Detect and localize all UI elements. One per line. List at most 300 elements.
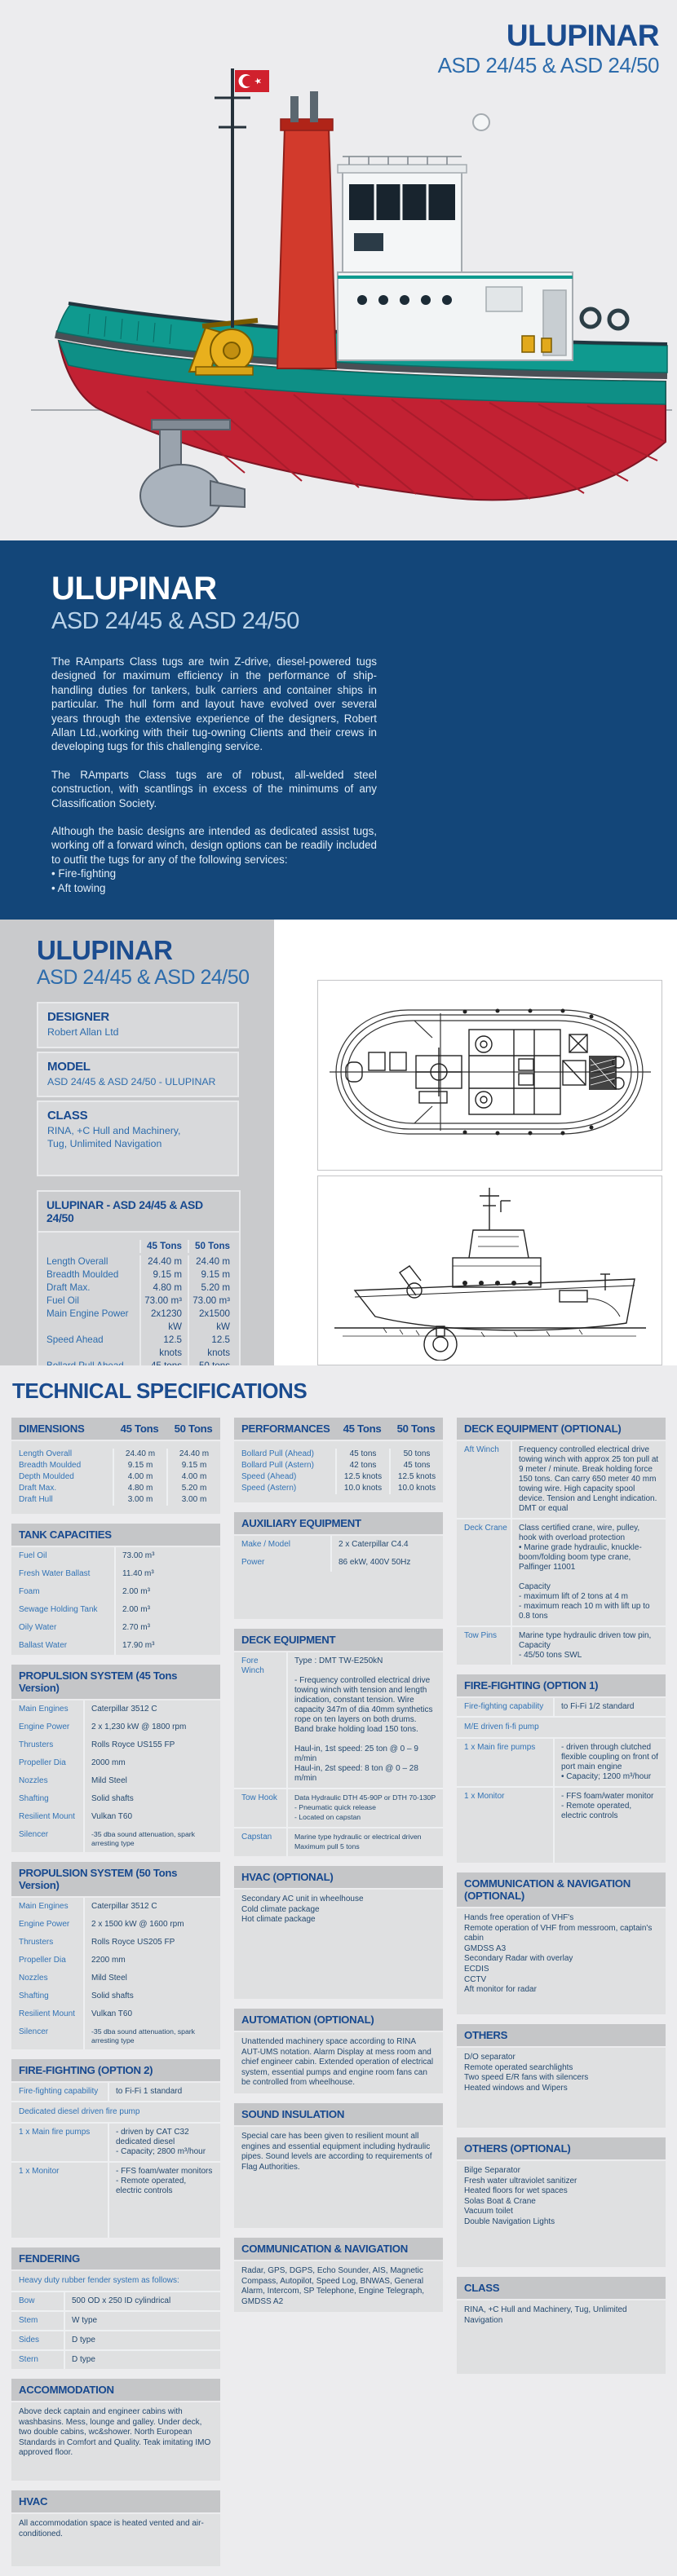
funnel — [277, 91, 336, 368]
column-header-50: 50 Tons — [174, 1423, 213, 1435]
spec-value-line — [294, 1666, 436, 1676]
summary-row — [38, 1308, 239, 1334]
info-label: MODEL — [47, 1059, 91, 1074]
spec-value-45: 42 tons — [335, 1460, 389, 1471]
spec-value-line: 2 x 1,230 kW @ 1800 rpm — [91, 1722, 187, 1731]
spec-label: Engine Power — [19, 1722, 70, 1731]
spec-text-line: ECDIS — [464, 1964, 489, 1974]
spec-label: Silencer — [19, 1830, 49, 1839]
service-bullet: • Aft towing — [51, 881, 106, 894]
spec-value-line: Solid shafts — [91, 1794, 134, 1803]
spec-value — [553, 1698, 666, 1716]
technical-specifications-section — [0, 1365, 677, 2539]
capstan — [522, 336, 534, 352]
spec-row — [457, 1786, 666, 1863]
spec-section-deck-equipment — [234, 1629, 443, 1856]
spec-section-propulsion-45 — [11, 1665, 220, 1852]
spec-value-45: 24.40 m — [113, 1449, 166, 1460]
foremast — [215, 68, 250, 328]
spec-value-line: Mild Steel — [91, 1776, 127, 1785]
summary-value-45: 12.5 knots — [139, 1334, 188, 1360]
spec-row — [11, 1483, 220, 1494]
spec-section-header: SOUND INSULATION — [234, 2103, 443, 2125]
spec-section-header: PROPULSION SYSTEM (50 Tons Version) — [11, 1862, 220, 1896]
spec-section-body — [234, 1441, 443, 1502]
summary-value-45: 4.80 m — [139, 1281, 188, 1295]
spec-value-45: 9.15 m — [113, 1460, 166, 1471]
spec-label: Power — [241, 1558, 265, 1567]
spec-section-fire-fighting-option-1 — [457, 1674, 666, 1863]
spec-value-45: 4.00 m — [113, 1471, 166, 1483]
summary-col-header: 50 Tons — [188, 1240, 236, 1253]
summary-label: Main Engine Power — [46, 1308, 129, 1319]
overview-panel — [0, 920, 274, 1365]
deckhouse — [338, 272, 573, 360]
spec-section-body — [457, 1698, 666, 1863]
spec-row — [11, 1736, 220, 1754]
spec-text-line: Secondary AC unit in wheelhouse — [241, 1895, 364, 1903]
spec-value — [83, 1736, 220, 1754]
tugboat-illustration — [0, 49, 677, 540]
spec-section-header: HVAC (OPTIONAL) — [234, 1866, 443, 1888]
summary-table-title: ULUPINAR - ASD 24/45 & ASD 24/50 — [38, 1192, 239, 1233]
spec-text-line: Vacuum toilet — [464, 2207, 513, 2217]
spec-section-body — [11, 1441, 220, 1514]
spec-section-header: FENDERING — [11, 2247, 220, 2269]
spec-value-line: - driven by CAT C32 dedicated diesel — [116, 2128, 189, 2146]
spec-value-50: 10.0 knots — [389, 1483, 443, 1494]
spec-label: Speed (Ahead) — [241, 1472, 297, 1481]
spec-row — [11, 1494, 220, 1506]
info-value: Robert Allan Ltd — [47, 1026, 119, 1038]
spec-column-left — [11, 1418, 220, 2576]
summary-header-row — [38, 1240, 239, 1253]
spec-value-line: - Located on capstan — [294, 1813, 361, 1821]
spec-value — [108, 2124, 220, 2161]
spec-section-body — [11, 2514, 220, 2566]
spec-value-line: to Fi-Fi 1 standard — [116, 2087, 183, 2096]
spec-value-line: Data Hydraulic DTH 45-90P or DTH 70-130P — [294, 1793, 436, 1802]
spec-label: Engine Power — [19, 1920, 70, 1929]
spec-text-line: Hot climate package — [241, 1915, 316, 1925]
spec-value — [330, 1554, 443, 1572]
spec-row — [11, 2005, 220, 2023]
spec-row — [11, 2330, 220, 2349]
spec-value-line: 2000 mm — [91, 1758, 126, 1767]
spec-row — [234, 1788, 443, 1827]
spec-section-body — [457, 1441, 666, 1665]
spec-text-line: Aft monitor for radar — [464, 1985, 537, 1995]
summary-label: Length Overall — [46, 1256, 108, 1267]
spec-label: 1 x Main fire pumps — [19, 2128, 91, 2137]
spec-value — [511, 1441, 666, 1518]
intro-section — [0, 540, 677, 920]
spec-section-body — [234, 2032, 443, 2093]
spec-row — [11, 1987, 220, 2005]
spec-row — [11, 1772, 220, 1790]
spec-label: Fore Winch — [241, 1656, 264, 1675]
spec-section-fire-fighting-option-2 — [11, 2059, 220, 2238]
overview-section — [0, 920, 677, 1365]
spec-section-deck-equipment-optional — [457, 1418, 666, 1665]
spec-value — [83, 1718, 220, 1736]
spec-text-line: Remote operation of VHF from messroom, captain's cabin — [464, 1923, 653, 1943]
spec-section-header: OTHERS (OPTIONAL) — [457, 2137, 666, 2159]
spec-label: Foam — [19, 1587, 40, 1596]
spec-text-line: All accommodation space is heated vented and air-conditioned. — [19, 2519, 204, 2539]
spec-section-header: OTHERS — [457, 2024, 666, 2046]
summary-value-45: 9.15 m — [139, 1268, 188, 1281]
spec-value — [114, 1583, 220, 1601]
spec-section-body — [234, 1890, 443, 1999]
summary-value-50: 73.00 m³ — [188, 1295, 236, 1308]
spec-value — [108, 2083, 220, 2101]
info-value: ASD 24/45 & ASD 24/50 - ULUPINAR — [47, 1075, 216, 1087]
spec-row — [11, 1808, 220, 1826]
spec-value-45: 10.0 knots — [335, 1483, 389, 1494]
spec-section-others — [457, 2024, 666, 2128]
spec-value-line: Marine type hydraulic or electrical driven — [294, 1833, 422, 1841]
spec-row — [234, 1536, 443, 1554]
intro-paragraph: The RAmparts Class tugs are of robust, all-welded steel construction, with scantlings in excess of the minimums of any Classification Society. — [51, 768, 377, 809]
spec-value-line: 2200 mm — [91, 1956, 126, 1965]
spec-label: Silencer — [19, 2027, 49, 2036]
spec-section-tank-capacities — [11, 1524, 220, 1655]
spec-label: Deck Crane — [464, 1524, 507, 1533]
summary-value-50: 24.40 m — [188, 1255, 236, 1268]
column-header-45: 45 Tons — [120, 1423, 159, 1435]
spec-section-hvac-optional — [234, 1866, 443, 1999]
intro-paragraph: Although the basic designs are intended as dedicated assist tugs, working off a forward winch, design options can be readily included to outfit the tugs for any of the following services: — [51, 825, 377, 866]
spec-section-header: AUXILIARY EQUIPMENT — [234, 1512, 443, 1534]
spec-value-line: -35 dba sound attenuation, spark arresting type — [91, 1830, 196, 1847]
spec-section-header: DECK EQUIPMENT — [234, 1629, 443, 1651]
spec-row — [457, 1698, 666, 1716]
spec-row — [11, 1619, 220, 1637]
spec-section-header: CLASS — [457, 2277, 666, 2299]
spec-value — [83, 1790, 220, 1808]
spec-value-50: 3.00 m — [166, 1494, 220, 1506]
spec-value-line: • Capacity; 1200 m³/hour — [561, 1772, 652, 1781]
spec-text-line: Heated floors for wet spaces — [464, 2186, 568, 2196]
spec-label: Capstan — [241, 1833, 272, 1842]
spec-value — [83, 1826, 220, 1852]
spec-row — [11, 2083, 220, 2101]
summary-value-50: 2x1500 kW — [188, 1308, 236, 1334]
spec-section-header — [234, 1418, 443, 1440]
spec-value-50: 5.20 m — [166, 1483, 220, 1494]
spec-row — [11, 1969, 220, 1987]
spec-section-body — [234, 2127, 443, 2228]
spec-value — [64, 2312, 220, 2330]
spec-section-body — [457, 1908, 666, 2014]
spec-row — [457, 1441, 666, 1518]
section-title: DIMENSIONS — [19, 1423, 85, 1435]
spec-value-line: to Fi-Fi 1/2 standard — [561, 1702, 635, 1711]
spec-value-line: 500 OD x 250 ID cylindrical — [72, 2296, 171, 2305]
spec-value-line: - Remote operated, electric controls — [561, 1802, 632, 1820]
spec-value-line: Capacity — [519, 1582, 551, 1591]
summary-value-45: 2x1230 kW — [139, 1308, 188, 1334]
spec-section-class — [457, 2277, 666, 2374]
spec-value-line: - Pneumatic quick release — [294, 1803, 376, 1811]
radar-dome — [473, 114, 489, 130]
spec-value-line: -35 dba sound attenuation, spark arresting type — [91, 2027, 196, 2044]
spec-value-line: 11.40 m³ — [122, 1569, 154, 1578]
info-value: RINA, +C Hull and Machinery, Tug, Unlimited Navigation — [47, 1125, 181, 1149]
summary-row — [38, 1334, 239, 1360]
spec-label: Draft Hull — [19, 1495, 53, 1504]
spec-value — [511, 1627, 666, 1665]
spec-value — [83, 1772, 220, 1790]
spec-row — [11, 1952, 220, 1969]
spec-row — [11, 1471, 220, 1483]
spec-section-propulsion-50 — [11, 1862, 220, 2049]
spec-value — [114, 1619, 220, 1637]
spec-value-line: Rolls Royce US155 FP — [91, 1740, 175, 1749]
spec-section-header: PROPULSION SYSTEM (45 Tons Version) — [11, 1665, 220, 1699]
spec-value-line: - Capacity; 2800 m³/hour — [116, 2147, 206, 2156]
summary-label: Speed Ahead — [46, 1334, 104, 1345]
info-label: CLASS — [47, 1109, 88, 1123]
spec-value-line: Frequency controlled electrical drive towing winch with approx 25 ton pull at 9 meter / minute. Break holding force 150 tons. Can carry 650 meter 40 mm towing wire. High capacity spool device. Tension and Lenght indication. DMT or equal — [519, 1445, 659, 1513]
spec-section-auxiliary-equipment — [234, 1512, 443, 1619]
lifering — [609, 311, 627, 329]
spec-row — [457, 1625, 666, 1665]
summary-value-50: 5.20 m — [188, 1281, 236, 1295]
spec-section-header: COMMUNICATION & NAVIGATION (OPTIONAL) — [457, 1872, 666, 1907]
spec-section-body — [457, 2048, 666, 2128]
column-header-50: 50 Tons — [396, 1423, 436, 1435]
column-header-45: 45 Tons — [343, 1423, 382, 1435]
spec-value — [83, 1916, 220, 1934]
spec-note-row: Dedicated diesel driven fire pump — [11, 2101, 220, 2122]
spec-row — [11, 2023, 220, 2049]
spec-value-line: - maximum lift of 2 tons at 4 m — [519, 1592, 628, 1601]
spec-section-header: FIRE-FIGHTING (OPTION 1) — [457, 1674, 666, 1696]
spec-row — [11, 1916, 220, 1934]
spec-label: Speed (Astern) — [241, 1484, 297, 1493]
service-bullet: • Fire-fighting — [51, 867, 117, 880]
spec-label: Sides — [19, 2336, 40, 2344]
spec-value — [64, 2331, 220, 2349]
spec-value-line: Mild Steel — [91, 1974, 127, 1983]
vessel-name: ULUPINAR — [506, 19, 659, 52]
hero-illustration-band — [0, 49, 677, 540]
spec-column-right — [457, 1418, 666, 2384]
spec-value-line: 17.90 m³ — [122, 1641, 155, 1650]
spec-value-line: - Remote operated, electric controls — [116, 2177, 187, 2195]
spec-section-body — [457, 2161, 666, 2267]
spec-value-line: 2.00 m³ — [122, 1587, 150, 1596]
spec-section-body — [11, 2083, 220, 2238]
spec-section-dimensions — [11, 1418, 220, 1514]
spec-value — [83, 2005, 220, 2023]
spec-text-line: D/O separator — [464, 2053, 515, 2062]
spec-row — [11, 2122, 220, 2161]
summary-label: Draft Max. — [46, 1282, 91, 1293]
spec-label: Aft Winch — [464, 1445, 499, 1454]
spec-note-row: M/E driven fi-fi pump — [457, 1716, 666, 1737]
spec-value-line: Caterpillar 3512 C — [91, 1705, 157, 1714]
model-box — [37, 1052, 239, 1098]
overview-title: ULUPINAR — [37, 935, 173, 965]
spec-row — [457, 1518, 666, 1625]
spec-text-line: Cold climate package — [241, 1904, 320, 1914]
class-box — [37, 1101, 239, 1176]
spec-text-line: Fresh water ultraviolet sanitizer — [464, 2176, 577, 2186]
overview-subtitle: ASD 24/45 & ASD 24/50 — [37, 966, 250, 989]
spec-value-50: 45 tons — [389, 1460, 443, 1471]
spec-section-body — [11, 1547, 220, 1655]
spec-section-sound-insulation — [234, 2103, 443, 2228]
plan-view-drawing — [317, 980, 662, 1171]
spec-value-line: Marine type hydraulic driven tow pin, Capacity — [519, 1631, 652, 1650]
intro-title: ULUPINAR — [51, 571, 217, 607]
spec-value — [553, 1788, 666, 1863]
spec-value-line: Vulkan T60 — [91, 2009, 133, 2018]
summary-row — [38, 1268, 239, 1281]
spec-value-line: Solid shafts — [91, 1992, 134, 2000]
spec-label: Thrusters — [19, 1740, 54, 1749]
spec-text-line: Unattended machinery space according to RINA AUT-UMS notation. Alarm Display at mess room and chief engineer cabin. Extended operation of electrical system, essential pumps and engine room fans can be controlled from wheelhouse. — [241, 2037, 434, 2088]
summary-value-45: 73.00 m³ — [139, 1295, 188, 1308]
spec-section-performances — [234, 1418, 443, 1502]
section-title: PERFORMANCES — [241, 1423, 330, 1435]
summary-value-45: 24.40 m — [139, 1255, 188, 1268]
spec-label: Bow — [19, 2296, 35, 2305]
spec-section-body — [11, 1700, 220, 1852]
vessel-model: ASD 24/45 & ASD 24/50 — [437, 53, 659, 77]
spec-value — [83, 1898, 220, 1916]
spec-label: 1 x Monitor — [464, 1792, 505, 1801]
spec-row — [11, 2291, 220, 2310]
spec-section-body — [234, 1652, 443, 1856]
spec-value — [330, 1536, 443, 1554]
spec-text-line: Hands free operation of VHF's — [464, 1913, 574, 1922]
summary-col-header: 45 Tons — [139, 1240, 188, 1253]
spec-value — [286, 1828, 443, 1856]
spec-value-line — [294, 1735, 436, 1745]
spec-value — [83, 1934, 220, 1952]
info-label: DESIGNER — [47, 1010, 109, 1024]
profile-view-svg — [318, 1176, 662, 1361]
spec-section-header: COMMUNICATION & NAVIGATION — [234, 2238, 443, 2260]
spec-value-line: Haul-in, 1st speed: 25 ton @ 0 – 9 m/min — [294, 1745, 418, 1763]
spec-section-hvac — [11, 2490, 220, 2566]
technical-drawings — [317, 980, 662, 1370]
spec-row — [11, 1700, 220, 1718]
spec-value-50: 50 tons — [389, 1449, 443, 1460]
spec-value-line: - maximum reach 10 m with lift up to 0.8 tons — [519, 1602, 650, 1621]
spec-label: Oily Water — [19, 1623, 57, 1632]
spec-label: Main Engines — [19, 1705, 69, 1714]
spec-label: Propeller Dia — [19, 1956, 66, 1965]
summary-spacer — [38, 1240, 139, 1253]
spec-label: Fire-fighting capability — [464, 1702, 544, 1711]
spec-value-line: W type — [72, 2316, 98, 2325]
spec-row — [11, 1718, 220, 1736]
spec-label: Tow Hook — [241, 1793, 277, 1802]
spec-label: Stem — [19, 2316, 38, 2325]
spec-label: Main Engines — [19, 1902, 69, 1911]
spec-value — [64, 2351, 220, 2369]
spec-value — [114, 1637, 220, 1655]
spec-section-automation-optional — [234, 2009, 443, 2093]
page-header — [0, 0, 677, 94]
spec-label: Tow Pins — [464, 1631, 498, 1640]
spec-text-line: Heated windows and Wipers — [464, 2083, 568, 2093]
spec-column-middle — [234, 1418, 443, 2322]
spec-text-line: Solas Boat & Crane — [464, 2196, 536, 2206]
summary-row — [38, 1281, 239, 1295]
spec-section-header: TANK CAPACITIES — [11, 1524, 220, 1546]
spec-label: Depth Moulded — [19, 1472, 74, 1481]
spec-value-45: 3.00 m — [113, 1494, 166, 1506]
spec-value — [83, 1987, 220, 2005]
spec-value — [286, 1652, 443, 1788]
spec-row — [11, 1790, 220, 1808]
spec-row — [11, 1449, 220, 1460]
spec-note-row: Heavy duty rubber fender system as follows: — [19, 2276, 179, 2285]
spec-label: Bollard Pull (Ahead) — [241, 1449, 314, 1458]
spec-row — [11, 1637, 220, 1655]
spec-value — [83, 2023, 220, 2049]
intro-paragraph: The RAmparts Class tugs are twin Z-drive, diesel-powered tugs designed for maximum efficiency in the performance of ship-handling duties for tankers, bulk carriers and container ships in particular. The hull form and layout have evolved over several years through the extensive experience of the designers, Robert Allan Ltd.,working with their tug-owning Clients and their crews in developing tugs for this challenging service. — [51, 655, 377, 753]
spec-value — [511, 1520, 666, 1625]
spec-label: Nozzles — [19, 1974, 48, 1983]
intro-subtitle: ASD 24/45 & ASD 24/50 — [51, 608, 299, 634]
spec-label: Sewage Holding Tank — [19, 1605, 98, 1614]
summary-value-50: 12.5 knots — [188, 1334, 236, 1360]
summary-row — [38, 1255, 239, 1268]
plan-view-svg — [318, 981, 662, 1166]
spec-section-header: DECK EQUIPMENT (OPTIONAL) — [457, 1418, 666, 1440]
spec-value — [114, 1601, 220, 1619]
spec-section-body — [234, 2261, 443, 2312]
spec-columns — [0, 1404, 677, 2576]
spec-row — [234, 1554, 443, 1572]
spec-label: Fresh Water Ballast — [19, 1569, 91, 1578]
spec-value-45: 45 tons — [335, 1449, 389, 1460]
summary-label: Fuel Oil — [46, 1295, 79, 1306]
spec-row — [234, 1827, 443, 1856]
spec-section-fendering — [11, 2247, 220, 2369]
spec-label: Breadth Moulded — [19, 1461, 82, 1470]
spec-section-body — [457, 2300, 666, 2374]
spec-value — [83, 1969, 220, 1987]
spec-value-line: - FFS foam/water monitors — [116, 2167, 213, 2176]
spec-label: Fire-fighting capability — [19, 2087, 99, 2096]
spec-section-header: AUTOMATION (OPTIONAL) — [234, 2009, 443, 2031]
spec-value-line: D type — [72, 2336, 95, 2344]
spec-section-body — [11, 1898, 220, 2049]
spec-row — [11, 1898, 220, 1916]
spec-value-line: 2.70 m³ — [122, 1623, 150, 1632]
capstan — [542, 338, 551, 352]
profile-view-drawing — [317, 1176, 662, 1365]
spec-label: Thrusters — [19, 1938, 54, 1947]
spec-section-body — [11, 2271, 220, 2369]
summary-label: Breadth Moulded — [46, 1269, 119, 1280]
lifering — [582, 309, 600, 327]
spec-label: Make / Model — [241, 1540, 291, 1549]
spec-row — [11, 1565, 220, 1583]
spec-value-line: Vulkan T60 — [91, 1812, 133, 1821]
spec-row — [11, 1934, 220, 1952]
spec-section-body — [11, 2402, 220, 2481]
spec-value — [83, 1700, 220, 1718]
